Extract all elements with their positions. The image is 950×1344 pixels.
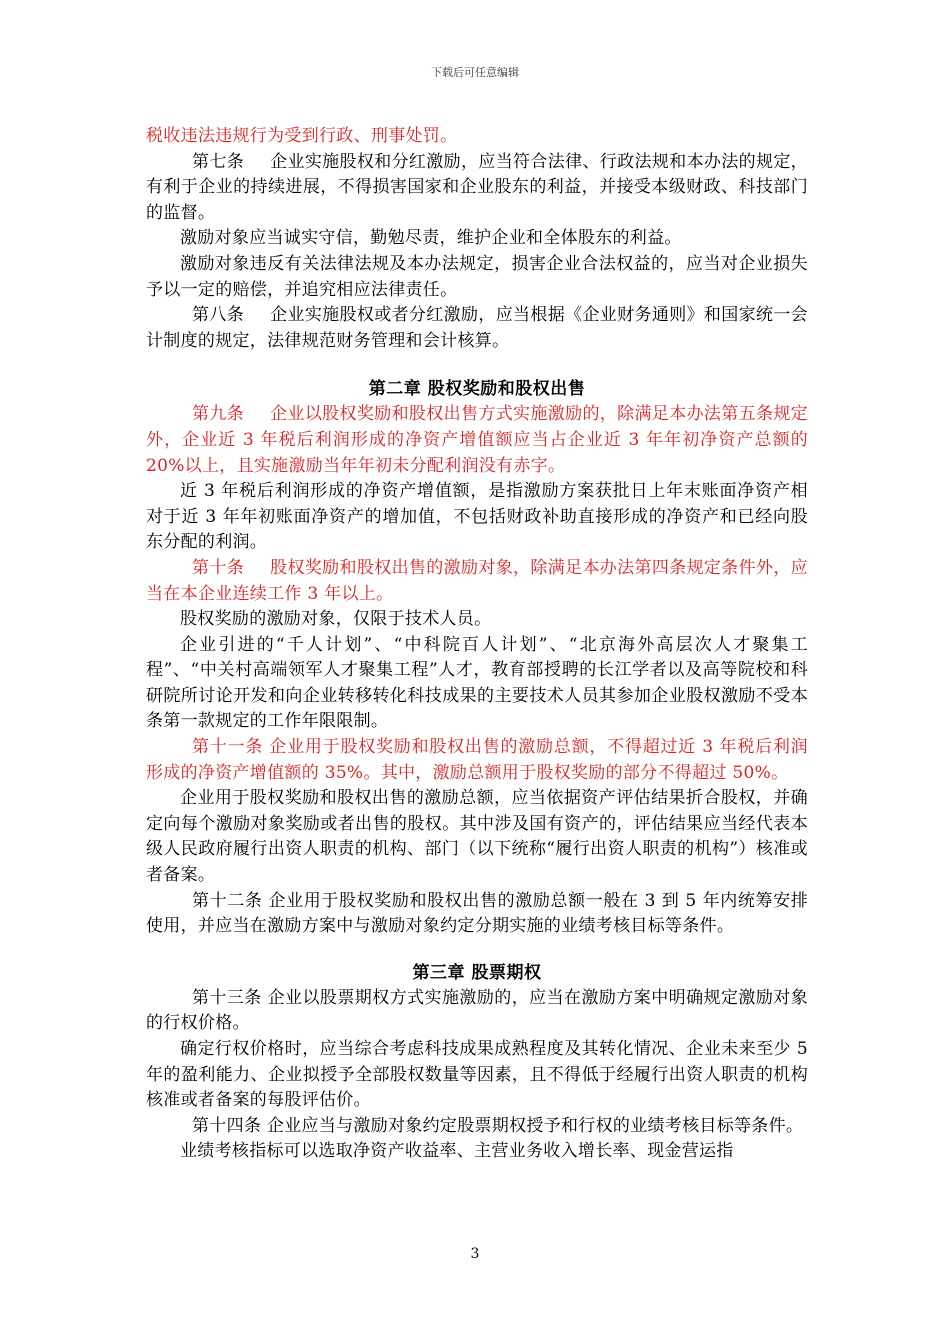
article-text: 股权奖励和股权出售的激励对象，除满足本办法第四条规定条件外，应当在本企业连续工作 3 年以上。 xyxy=(146,557,808,604)
chapter-3-title: 第三章 股票期权 xyxy=(412,962,542,983)
article-10 xyxy=(146,556,808,607)
article-text: 企业实施股权或者分红激励，应当根据《企业财务通则》和国家统一会计制度的规定，法律规范财务管理和会计核算。 xyxy=(146,305,808,351)
page-number: 3 xyxy=(470,1246,480,1262)
page-header: 下载后可任意编辑 xyxy=(431,66,519,79)
paragraph: 激励对象应当诚实守信，勤勉尽责，维护企业和全体股东的利益。 xyxy=(180,228,682,249)
article-8 xyxy=(146,303,808,354)
article-label: 第七条 xyxy=(192,151,245,172)
paragraph: 近 3 年税后利润形成的净资产增值额，是指激励方案获批日上年末账面净资产相对于近 3 年年初账面净资产的增加值，不包括财政补助直接形成的净资产和已经向股东分配的利润。 xyxy=(146,481,808,553)
paragraph: 股权奖励的激励对象，仅限于技术人员。 xyxy=(180,609,492,630)
article-text: 企业以股权奖励和股权出售方式实施激励的，除满足本办法第五条规定外，企业近 3 年税后利润形成的净资产增值额应当占企业近 3 年年初净资产总额的 20%以上，且实施激励当年年初未分配利润没有赤字。 xyxy=(146,404,808,476)
article-9 xyxy=(146,402,808,479)
article-14: 第十四条 企业应当与激励对象约定股票期权授予和行权的业绩考核目标等条件。 xyxy=(192,1115,804,1136)
article-12: 第十二条 企业用于股权奖励和股权出售的激励总额一般在 3 到 5 年内统筹安排使用，并应当在激励方案中与激励对象约定分期实施的业绩考核目标等条件。 xyxy=(146,890,808,937)
paragraph: 企业用于股权奖励和股权出售的激励总额，应当依据资产评估结果折合股权，并确定向每个激励对象奖励或者出售的股权。其中涉及国有资产的，评估结果应当经代表本级人民政府履行出资人职责的机构、部门（以下统称“履行出资人职责的机构”）核准或者备案。 xyxy=(146,788,808,886)
chapter-2-title: 第二章 股权奖励和股权出售 xyxy=(368,379,586,400)
article-label: 第九条 xyxy=(192,404,245,425)
paragraph: 激励对象违反有关法律法规及本办法规定，损害企业合法权益的，应当对企业损失予以一定的赔偿，并追究相应法律责任。 xyxy=(146,253,808,300)
paragraph: 业绩考核指标可以选取净资产收益率、主营业务收入增长率、现金营运指 xyxy=(180,1141,734,1162)
paragraph-continuation: 税收违法违规行为受到行政、刑事处罚。 xyxy=(146,126,458,146)
paragraph: 确定行权价格时，应当综合考虑科技成果成熟程度及其转化情况、企业未来至少 5 年的盈利能力、企业拟授予全部股权数量等因素，且不得低于经履行出资人职责的机构核准或者备案的每股评估价。 xyxy=(146,1039,808,1111)
article-label: 第十条 xyxy=(192,557,245,578)
paragraph: 企业引进的“千人计划”、“中科院百人计划”、“北京海外高层次人才聚集工程”、“中关村高端领军人才聚集工程”人才，教育部授聘的长江学者以及高等院校和科研院所讨论开发和向企业转移转化科技成果的主要技术人员其参加企业股权激励不受本条第一款规定的工作年限限制。 xyxy=(146,634,808,732)
article-label: 第八条 xyxy=(192,305,245,326)
article-11: 第十一条 企业用于股权奖励和股权出售的激励总额，不得超过近 3 年税后利润形成的净资产增值额的 35%。其中，激励总额用于股权奖励的部分不得超过 50%。 xyxy=(146,737,808,783)
article-text: 企业实施股权和分红激励，应当符合法律、行政法规和本办法的规定，有利于企业的持续进展，不得损害国家和企业股东的利益，并接受本级财政、科技部门的监督。 xyxy=(146,151,808,223)
article-13: 第十三条 企业以股票期权方式实施激励的，应当在激励方案中明确规定激励对象的行权价格。 xyxy=(146,987,808,1034)
document-body xyxy=(146,124,808,1165)
article-7 xyxy=(146,150,808,227)
